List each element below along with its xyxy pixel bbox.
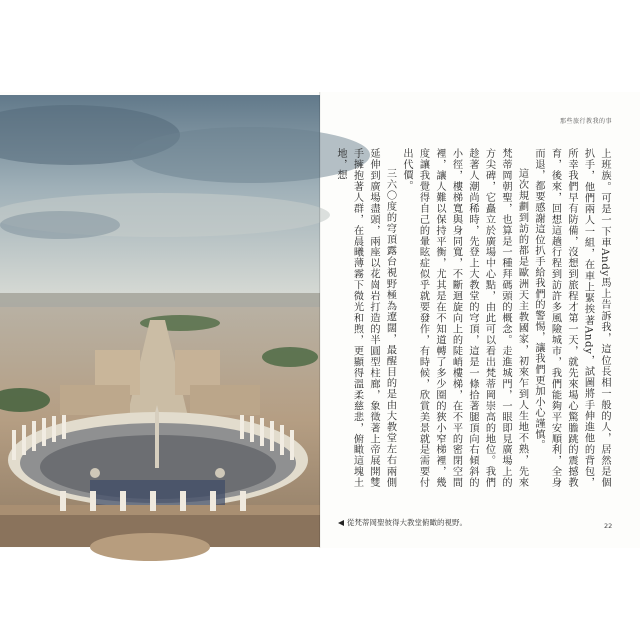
photo-illustration bbox=[0, 95, 320, 547]
paragraph-2: 這次規劃到訪的都是歐洲天主教國家，初來乍到人生地不熟，先來梵蒂岡朝聖，也算是一種拜碼頭的概念。走進城門，一眼即見廣場上的方尖碑，它矗立於廣場中心點，由此可以看出梵蒂岡崇高的地位。我們趁著人潮尚稀時，先登上大教堂的穹頂，這是一條拾著腿頂向右傾斜的小徑，樓梯寬與身同寬，不斷迴旋向上的陡峭樓梯，在不平的密閉空間裡，讓人難以保持平衡，尤其是在不知道轉了多少圈的狹小窄梯裡，幾度讓我覺得自己的暈眩症似乎就要發作，有時候，欣賞美景就是需要付出代價。 bbox=[401, 148, 528, 488]
body-text bbox=[335, 148, 612, 488]
page-number: 22 bbox=[604, 522, 613, 530]
paragraph-3: 三六〇度的穹頂露台視野極為遼闊，最醒目的是由大教堂左右兩側延伸到廣場盡頭，兩座以花崗岩打造的半圓型柱廊，象徵著上帝展開雙手擁抱著人群，在晨曦薄霧下微光和煦，更顯得溫柔慈悲，俯瞰這塊土地，想 bbox=[335, 148, 396, 488]
caption-pointer-icon bbox=[338, 520, 344, 526]
caption-text: 從梵蒂岡聖彼得大教堂俯瞰的視野。 bbox=[347, 518, 467, 527]
page-gutter bbox=[319, 92, 321, 548]
paragraph-1: 上班族。可是一下車Andy馬上告訴我，這位長相一般的人，居然是個扒手，他們兩人一組，在車上緊挨著Andy，試圖將手伸進他的背包，所幸我們早有防備，沒想到旅程才第一天，就先來場心驚膽跳的震撼教育，後來，回想這趟行程到訪許多風險城市，我們能夠平安順利，全身而退，都要感謝這位扒手給我們的警惕，讓我們更加小心謹慎。 bbox=[533, 148, 610, 488]
photo-caption bbox=[338, 517, 467, 528]
photo-st-peters-square bbox=[0, 95, 320, 547]
running-head: 那些旅行教我的事 bbox=[560, 118, 613, 125]
